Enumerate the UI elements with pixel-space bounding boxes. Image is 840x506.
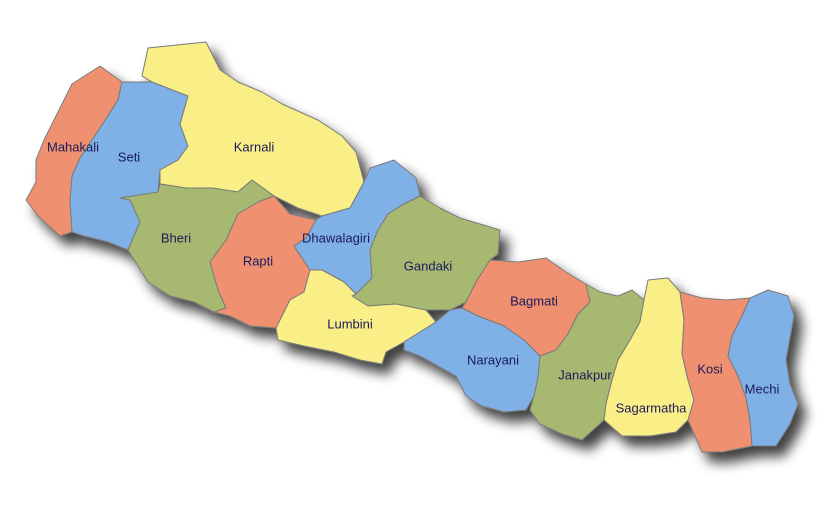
- label-seti: Seti: [117, 149, 141, 165]
- label-gandaki: Gandaki: [403, 258, 453, 274]
- label-narayani: Narayani: [466, 352, 520, 368]
- label-janakpur: Janakpur: [558, 367, 612, 383]
- zones-group: [26, 42, 798, 452]
- label-dhawalagiri: Dhawalagiri: [302, 230, 370, 246]
- label-mahakali: Mahakali: [46, 139, 100, 155]
- label-mechi: Mechi: [744, 381, 780, 397]
- label-lumbini: Lumbini: [327, 316, 373, 332]
- label-kosi: Kosi: [697, 361, 723, 377]
- label-bagmati: Bagmati: [510, 293, 558, 309]
- label-karnali: Karnali: [233, 139, 275, 155]
- label-bheri: Bheri: [160, 230, 192, 246]
- label-rapti: Rapti: [242, 253, 274, 269]
- label-sagarmatha: Sagarmatha: [615, 400, 687, 416]
